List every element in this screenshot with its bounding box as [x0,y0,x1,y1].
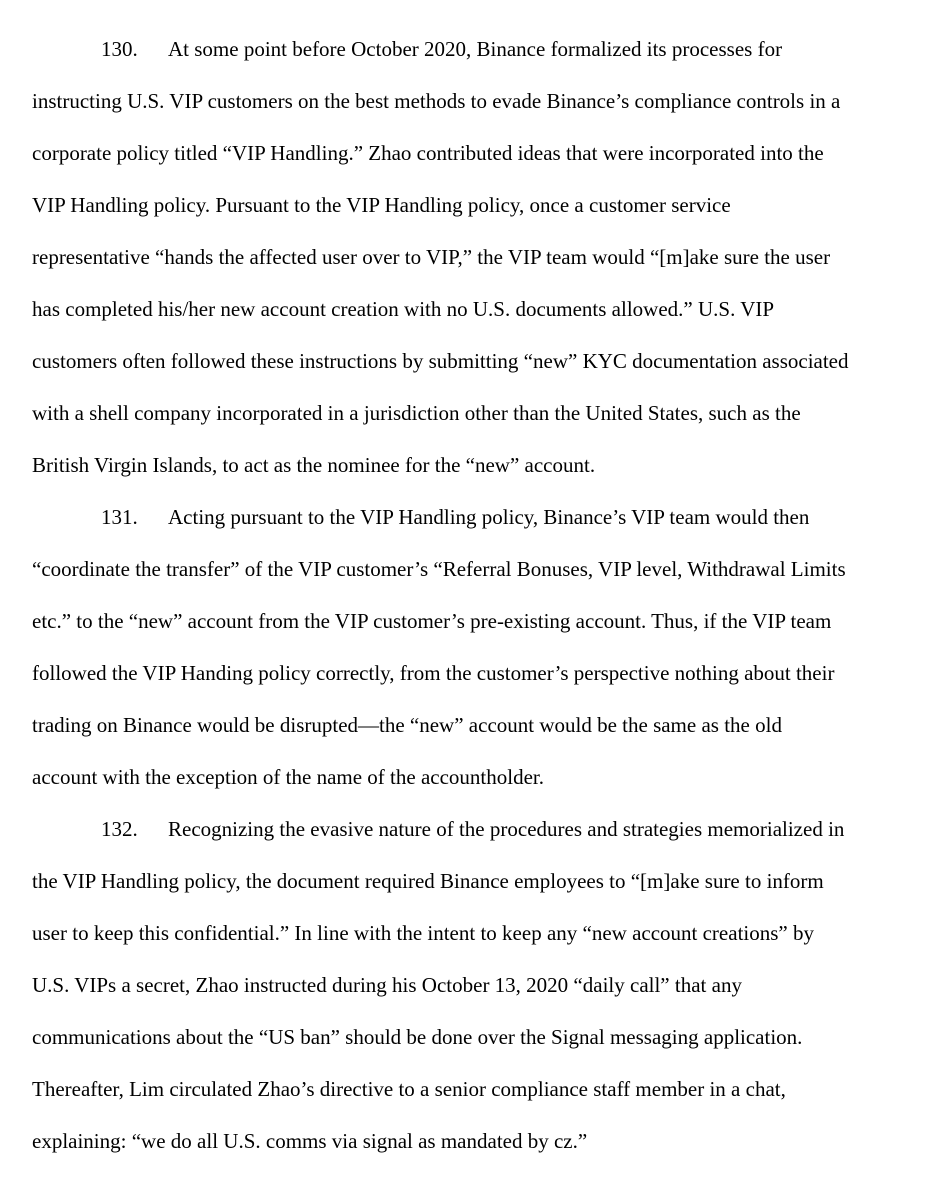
paragraph-132-line-7: explaining: “we do all U.S. comms via signal as mandated by cz.” [32,1129,588,1153]
paragraph-131-line-6: account with the exception of the name of the accountholder. [32,765,544,789]
paragraph-131-line-1 [101,505,809,529]
paragraph-132-line-4: U.S. VIPs a secret, Zhao instructed during his October 13, 2020 “daily call” that any [32,973,742,997]
paragraph-132-line-5: communications about the “US ban” should be done over the Signal messaging application. [32,1025,803,1049]
paragraph-number: 130. [101,37,138,61]
paragraph-text: Recognizing the evasive nature of the procedures and strategies memorialized in [168,817,845,841]
paragraph-130-line-3: corporate policy titled “VIP Handling.” Zhao contributed ideas that were incorporated into the [32,141,824,165]
paragraph-number: 131. [101,505,138,529]
paragraph-130-line-6: has completed his/her new account creation with no U.S. documents allowed.” U.S. VIP [32,297,775,321]
paragraph-131-line-3: etc.” to the “new” account from the VIP customer’s pre-existing account. Thus, if the VIP team [32,609,832,633]
paragraph-130-line-1 [101,37,782,61]
paragraph-number: 132. [101,817,138,841]
paragraph-131-line-5: trading on Binance would be disrupted—the “new” account would be the same as the old [32,713,782,737]
paragraph-132-line-3: user to keep this confidential.” In line with the intent to keep any “new account creations” by [32,921,814,945]
paragraph-130-line-9: British Virgin Islands, to act as the nominee for the “new” account. [32,453,596,477]
paragraph-130-line-2: instructing U.S. VIP customers on the best methods to evade Binance’s compliance controls in a [32,89,841,113]
paragraph-132-line-1 [101,817,844,841]
paragraph-131-line-4: followed the VIP Handing policy correctly, from the customer’s perspective nothing about their [32,661,835,685]
paragraph-130-line-7: customers often followed these instructions by submitting “new” KYC documentation associated [32,349,849,373]
paragraph-130-line-4: VIP Handling policy. Pursuant to the VIP Handling policy, once a customer service [32,193,731,217]
paragraph-text: Acting pursuant to the VIP Handling policy, Binance’s VIP team would then [168,505,810,529]
paragraph-132-line-2: the VIP Handling policy, the document required Binance employees to “[m]ake sure to inform [32,869,824,893]
paragraph-131-line-2: “coordinate the transfer” of the VIP customer’s “Referral Bonuses, VIP level, Withdrawal Limits [32,557,846,581]
paragraph-130-line-8: with a shell company incorporated in a jurisdiction other than the United States, such as the [32,401,801,425]
paragraph-132-line-6: Thereafter, Lim circulated Zhao’s directive to a senior compliance staff member in a chat, [32,1077,786,1101]
paragraph-text: At some point before October 2020, Binance formalized its processes for [168,37,783,61]
paragraph-130-line-5: representative “hands the affected user over to VIP,” the VIP team would “[m]ake sure the user [32,245,831,269]
